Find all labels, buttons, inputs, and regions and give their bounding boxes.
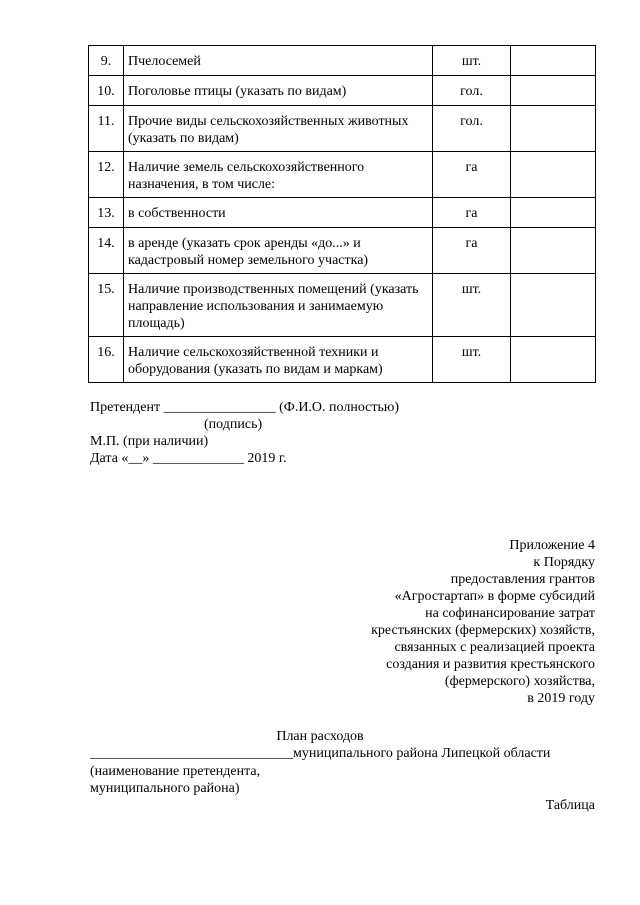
row-name: Наличие сельскохозяйственной техники и оборудования (указать по видам и маркам) [124,337,433,383]
row-number: 16. [89,337,124,383]
table-row [89,198,596,228]
table-row [89,337,596,383]
row-number: 9. [89,46,124,76]
row-name: Поголовье птицы (указать по видам) [124,76,433,106]
table-label: Таблица [545,798,595,813]
row-unit: га [433,152,511,198]
appendix-line: Приложение 4 [509,538,595,553]
caption-line: (наименование претендента, [90,764,261,779]
appendix-line: предоставления грантов [450,572,595,587]
table-row [89,46,596,76]
row-name: Наличие земель сельскохозяйственного назначения, в том числе: [124,152,433,198]
row-value[interactable] [511,46,596,76]
row-number: 10. [89,76,124,106]
row-unit: га [433,198,511,228]
table-row [89,76,596,106]
appendix-line: связанных с реализацией проекта [394,640,595,655]
row-unit: га [433,228,511,274]
plan-title: План расходов [276,729,364,744]
row-name: в аренде (указать срок аренды «до...» и кадастровый номер земельного участка) [124,228,433,274]
table-row [89,106,596,152]
row-name: Наличие производственных помещений (указать направление использования и занимаемую площадь) [124,274,433,337]
district-line: _____________________________муниципального района Липецкой области [90,746,551,761]
row-unit: шт. [433,337,511,383]
row-unit: шт. [433,274,511,337]
row-value[interactable] [511,337,596,383]
stamp-line: М.П. (при наличии) [90,434,209,449]
row-name: в собственности [124,198,433,228]
date-line: Дата «__» _____________ 2019 г. [90,451,287,466]
row-unit: гол. [433,76,511,106]
appendix-line: «Агростартап» в форме субсидий [394,589,595,604]
appendix-line: (фермерского) хозяйства, [444,674,595,689]
row-name: Пчелосемей [124,46,433,76]
appendix-line: крестьянских (фермерских) хозяйств, [371,623,595,638]
row-name: Прочие виды сельскохозяйственных животных (указать по видам) [124,106,433,152]
table-row [89,228,596,274]
appendix-block [371,537,595,707]
row-number: 12. [89,152,124,198]
row-number: 13. [89,198,124,228]
row-number: 11. [89,106,124,152]
appendix-line: к Порядку [533,555,595,570]
signature-note: (подпись) [204,417,263,432]
row-value[interactable] [511,152,596,198]
applicant-line: Претендент ________________ (Ф.И.О. полностью) [90,400,400,415]
row-value[interactable] [511,228,596,274]
appendix-line: на софинансирование затрат [425,606,595,621]
row-unit: гол. [433,106,511,152]
row-value[interactable] [511,274,596,337]
table-row [89,152,596,198]
row-unit: шт. [433,46,511,76]
row-value[interactable] [511,76,596,106]
appendix-line: создания и развития крестьянского [386,657,595,672]
assets-table [88,45,596,383]
row-number: 15. [89,274,124,337]
table-row [89,274,596,337]
row-number: 14. [89,228,124,274]
caption-line: муниципального района) [90,781,240,796]
assets-table-body [89,46,596,383]
row-value[interactable] [511,198,596,228]
appendix-line: в 2019 году [527,691,595,706]
row-value[interactable] [511,106,596,152]
